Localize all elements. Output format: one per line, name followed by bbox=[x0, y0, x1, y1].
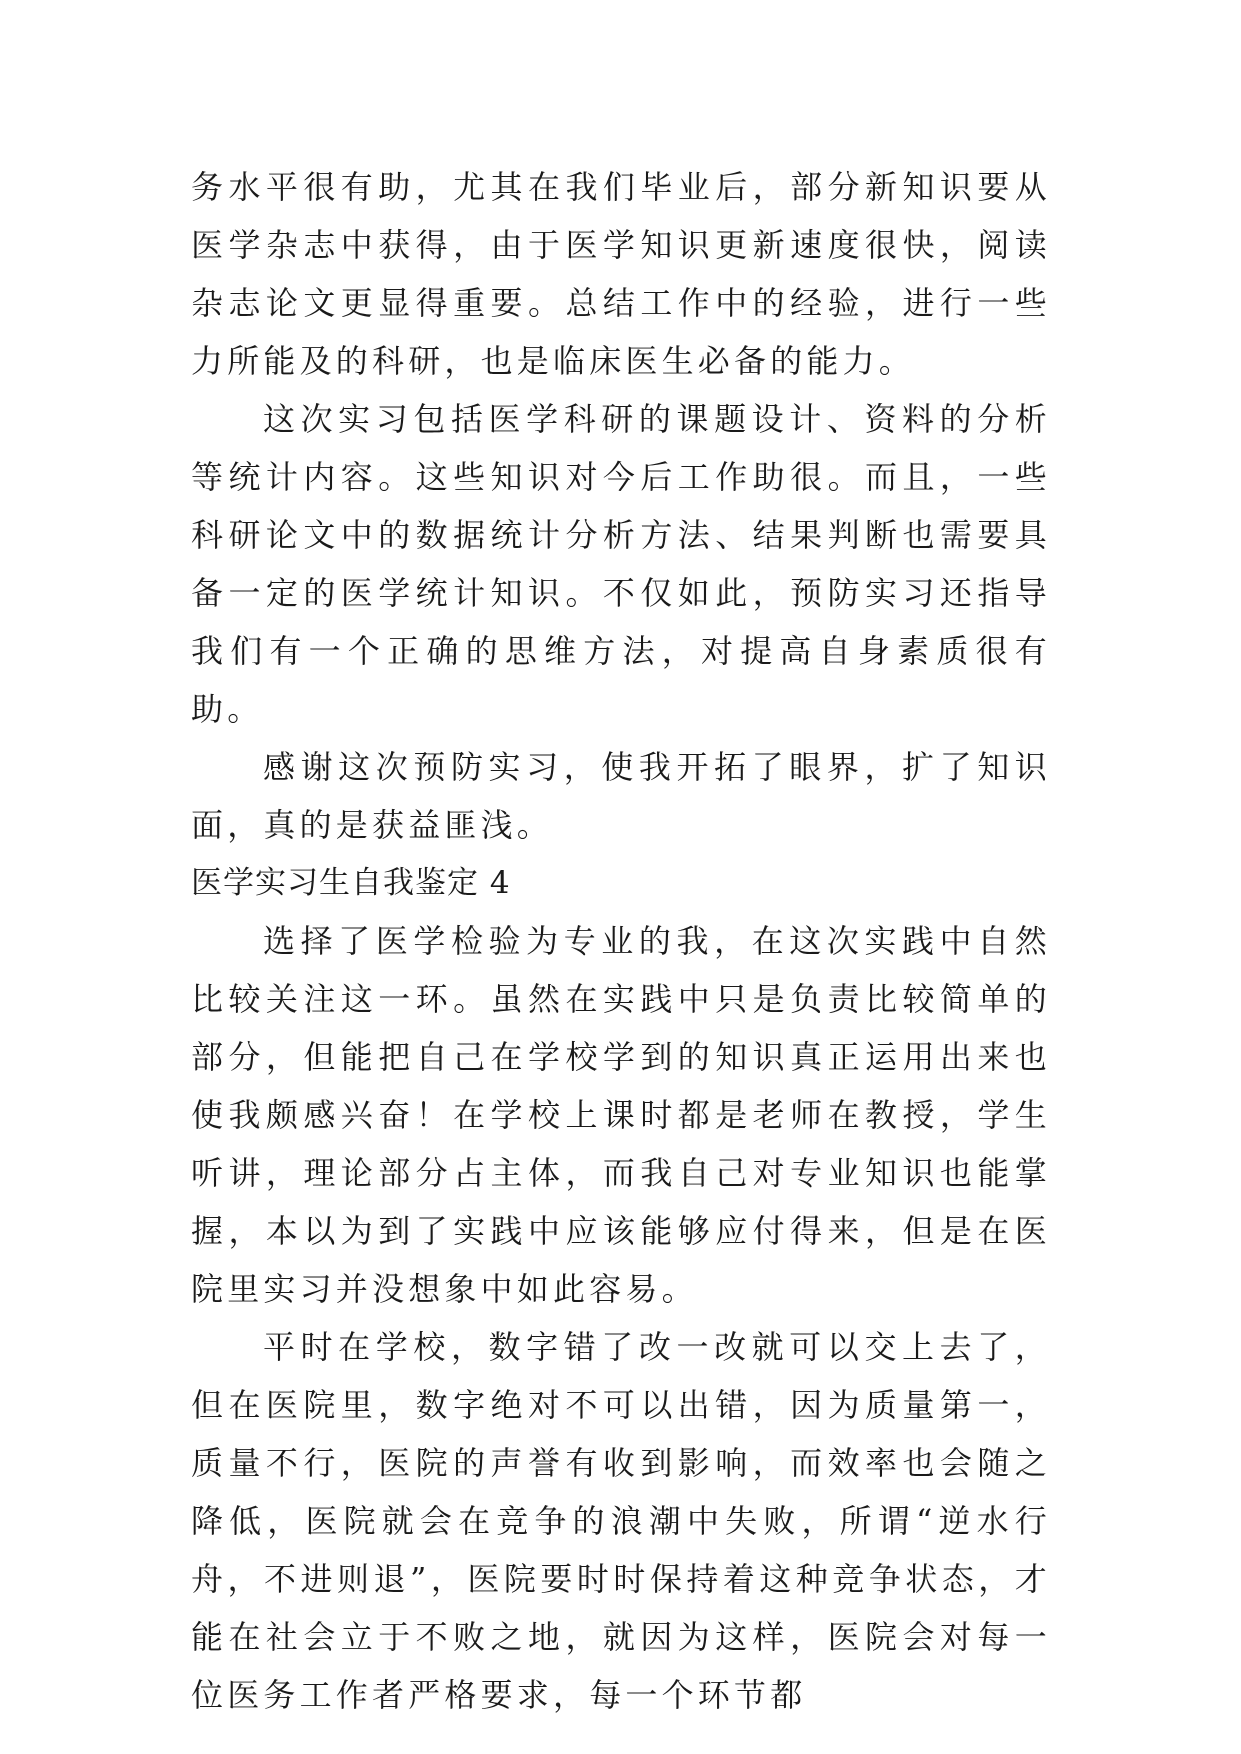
paragraph-continuation: 务水平很有助，尤其在我们毕业后，部分新知识要从医学杂志中获得，由于医学知识更新速度很快，阅读杂志论文更显得重要。总结工作中的经验，进行一些力所能及的科研，也是临床医生必备的能力。 bbox=[191, 168, 1051, 380]
paragraph-lab-choice: 选择了医学检验为专业的我，在这次实践中自然比较关注这一环。虽然在实践中只是负责比较简单的部分，但能把自己在学校学到的知识真正运用出来也使我颇感兴奋！在学校上课时都是老师在教授，学生听讲，理论部分占主体，而我自己对专业知识也能掌握，本以为到了实践中应该能够应付得来，但是在医院里实习并没想象中如此容易。 bbox=[191, 922, 1051, 1308]
paragraph-hospital-quality: 平时在学校，数字错了改一改就可以交上去了，但在医院里，数字绝对不可以出错，因为质量第一，质量不行，医院的声誉有收到影响，而效率也会随之降低，医院就会在竞争的浪潮中失败，所谓“逆水行舟，不进则退”，医院要时时保持着这种竞争状态，才能在社会立于不败之地，就因为这样，医院会对每一位医务工作者严格要求，每一个环节都 bbox=[191, 1328, 1051, 1714]
document-page bbox=[191, 158, 1051, 1724]
section-heading: 医学实习生自我鉴定 4 bbox=[191, 865, 511, 901]
paragraph-gratitude: 感谢这次预防实习，使我开拓了眼界，扩了知识面，真的是获益匪浅。 bbox=[191, 748, 1051, 844]
paragraph-research-content: 这次实习包括医学科研的课题设计、资料的分析等统计内容。这些知识对今后工作助很。而且，一些科研论文中的数据统计分析方法、结果判断也需要具备一定的医学统计知识。不仅如此，预防实习还指导我们有一个正确的思维方法，对提高自身素质很有助。 bbox=[191, 400, 1051, 728]
